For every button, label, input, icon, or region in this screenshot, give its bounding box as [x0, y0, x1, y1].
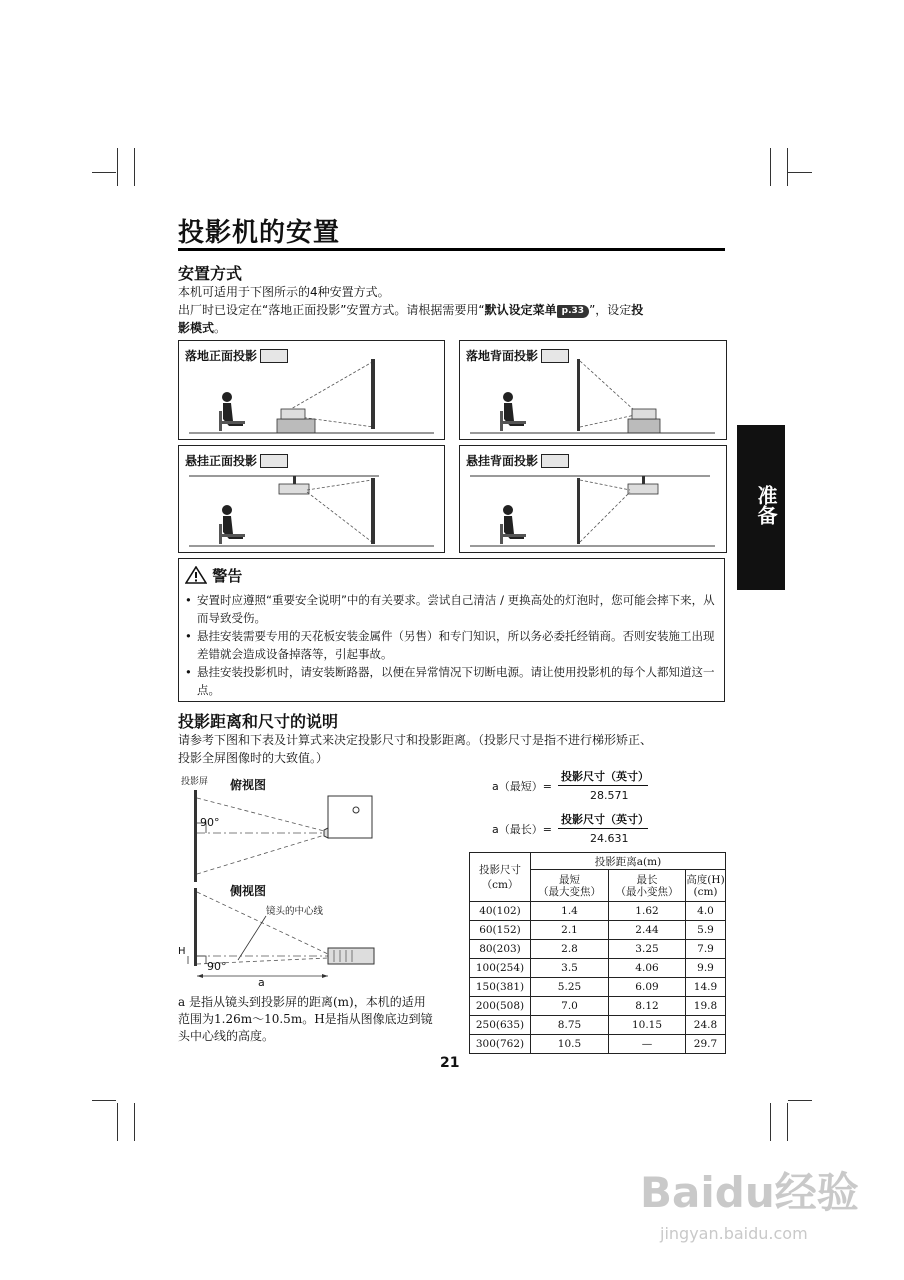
- lens-center-label: 镜头的中心线: [266, 906, 324, 917]
- warning-triangle-icon: [185, 566, 207, 584]
- crop-mark: [770, 1103, 771, 1141]
- table-row: 150(381) 5.25 6.09 14.9: [470, 978, 726, 997]
- table-row: 300(762) 10.5 — 29.7: [470, 1035, 726, 1054]
- table-row: 250(635) 8.75 10.15 24.8: [470, 1016, 726, 1035]
- formula-min-den: 28.571: [590, 789, 629, 802]
- crop-mark: [92, 1100, 116, 1101]
- section-heading-distance: 投影距离和尺寸的说明: [178, 712, 339, 731]
- angle-label-side: 90°: [207, 960, 227, 973]
- panel-label: 悬挂背面投影: [466, 452, 569, 469]
- panel-label: 悬挂正面投影: [185, 452, 288, 469]
- floor-rear-mode-icon: [541, 349, 569, 363]
- panel-ceiling-rear: [459, 445, 727, 553]
- warning-item: • 安置时应遵照“重要安全说明”中的有关要求。尝试自己清洁 / 更换高处的灯泡时，您可能会摔下来，从而导致受伤。: [185, 591, 719, 627]
- panel-label: 落地背面投影: [466, 347, 569, 364]
- warning-item: • 悬挂安装投影机时，请安装断路器，以便在异常情况下切断电源。请让使用投影机的每个人都知道这一点。: [185, 663, 719, 699]
- crop-mark: [787, 148, 788, 186]
- crop-mark: [788, 1100, 812, 1101]
- table-header-size: 投影尺寸 （cm）: [470, 853, 531, 902]
- distance-diagram: [178, 770, 458, 992]
- table-row: 80(203) 2.8 3.25 7.9: [470, 940, 726, 959]
- a-label: a: [258, 976, 265, 989]
- install-intro: [178, 283, 726, 337]
- table-row: 100(254) 3.5 4.06 9.9: [470, 959, 726, 978]
- warning-item: • 悬挂安装需要专用的天花板安装金属件（另售）和专门知识，所以务必委托经销商。否则安装施工出现差错就会造成设备掉落等，引起事故。: [185, 627, 719, 663]
- screen-label: 投影屏: [181, 777, 209, 787]
- install-line-1: 本机可适用于下图所示的4种安置方式。: [178, 285, 390, 299]
- table-header-height: 高度(H) (cm): [686, 870, 726, 902]
- formula-max-lhs: a（最长）=: [492, 823, 552, 836]
- panel-floor-front: [178, 340, 445, 440]
- page-ref-badge[interactable]: p.33: [557, 305, 589, 318]
- title-rule: [178, 248, 725, 251]
- angle-label-top: 90°: [200, 816, 220, 829]
- floor-front-mode-icon: [260, 349, 288, 363]
- crop-mark: [92, 172, 116, 173]
- formula-min-lhs: a（最短）=: [492, 780, 552, 793]
- table-header-max: 最长 （最小变焦）: [609, 870, 686, 902]
- distance-intro: 请参考下图和下表及计算式来决定投影尺寸和投影距离。（投影尺寸是指不进行梯形矫正、 投影全屏图像时的大致值。）: [178, 733, 653, 765]
- panel-floor-rear: [459, 340, 727, 440]
- crop-mark: [134, 1103, 135, 1141]
- table-row: 60(152) 2.1 2.44 5.9: [470, 921, 726, 940]
- formula-min-num: 投影尺寸（英寸）: [561, 770, 649, 783]
- page-title: 投影机的安置: [178, 218, 341, 248]
- warning-list: [185, 591, 719, 699]
- ceiling-front-mode-icon: [260, 454, 288, 468]
- top-view-label: 俯视图: [230, 778, 267, 792]
- watermark-url: jingyan.baidu.com: [660, 1224, 808, 1243]
- warning-title: 警告: [185, 565, 242, 586]
- side-tab: 准备: [737, 425, 785, 590]
- panel-ceiling-front: [178, 445, 445, 553]
- crop-mark: [788, 172, 812, 173]
- watermark-logo: Baidu经验: [640, 1168, 859, 1217]
- page-number: 21: [440, 1055, 460, 1071]
- side-view-label: 侧视图: [230, 884, 267, 898]
- h-label: H: [178, 946, 186, 957]
- table-header-min: 最短 （最大变焦）: [531, 870, 609, 902]
- formula-max-line: [558, 828, 648, 829]
- install-line-3: 影模式。: [178, 321, 227, 335]
- formula-max-den: 24.631: [590, 832, 629, 845]
- crop-mark: [117, 1103, 118, 1141]
- default-menu-link: 默认设定菜单: [484, 303, 557, 317]
- install-line-2: 出厂时已设定在“落地正面投影”安置方式。请根据需要用“默认设定菜单 p.33 ”，设定投: [178, 303, 644, 317]
- table-row: 40(102) 1.4 1.62 4.0: [470, 902, 726, 921]
- crop-mark: [770, 148, 771, 186]
- distance-note: a 是指从镜头到投影屏的距离(m)，本机的适用 范围为1.26m～10.5m。H是指从图像底边到镜 头中心线的高度。: [178, 995, 433, 1043]
- panel-label: 落地正面投影: [185, 347, 288, 364]
- formula-max-num: 投影尺寸（英寸）: [561, 813, 649, 826]
- crop-mark: [787, 1103, 788, 1141]
- formula-min-line: [558, 785, 648, 786]
- table-row: 200(508) 7.0 8.12 19.8: [470, 997, 726, 1016]
- crop-mark: [134, 148, 135, 186]
- ceiling-rear-mode-icon: [541, 454, 569, 468]
- section-heading-install: 安置方式: [178, 264, 243, 283]
- crop-mark: [117, 148, 118, 186]
- warning-box: [178, 558, 725, 702]
- distance-table: [469, 852, 726, 1054]
- table-header-distance: 投影距离a(m): [531, 853, 726, 870]
